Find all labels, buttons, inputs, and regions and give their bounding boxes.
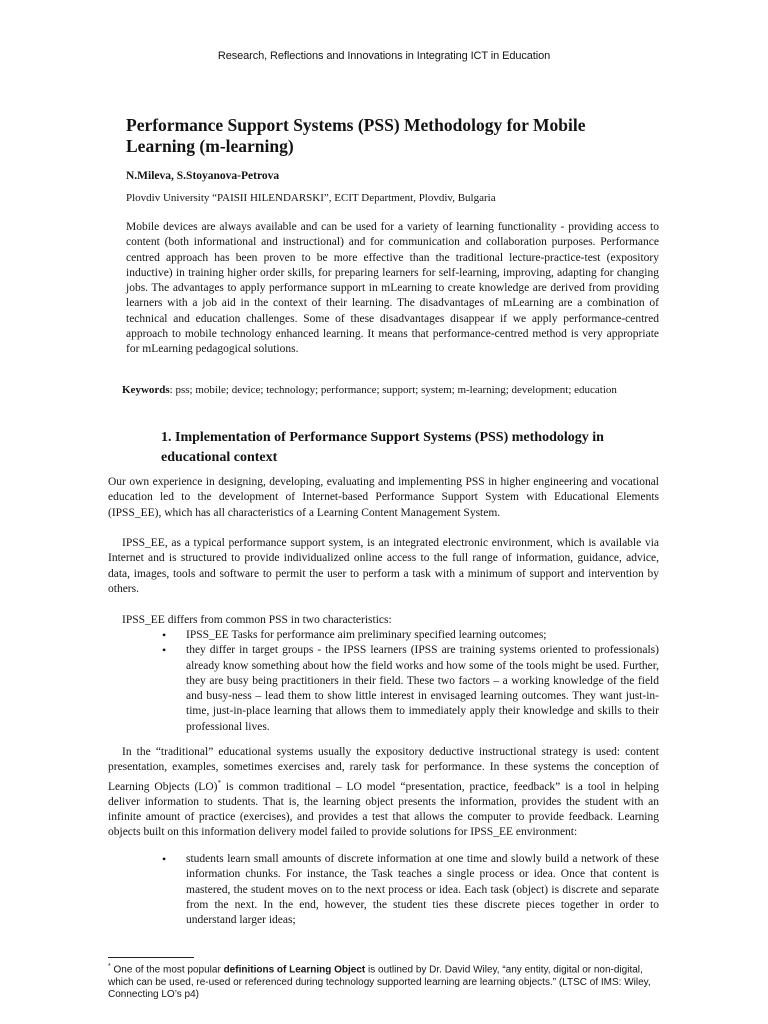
footnote-mark: * <box>108 963 111 970</box>
list-item: • students learn small amounts of discrete information at one time and slowly build a network of these information chunks. For instance, the Task teaches a single process or idea. Once that content is mastered, the student moves on to the next process or idea. Each task (object) is discrete and separate from the next. In the end, however, the student ties these discrete pieces together in order to understand larger ideas; <box>108 852 659 928</box>
section-heading: 1. Implementation of Performance Support Systems (PSS) methodology in educational context <box>161 430 604 465</box>
footnote-divider <box>108 957 194 958</box>
paper-title: Performance Support Systems (PSS) Methodology for Mobile Learning (m-learning) <box>126 115 586 156</box>
authors: N.Mileva, S.Stoyanova-Petrova <box>126 170 280 182</box>
paragraph-4-text-b: is common traditional – LO model “presentation, practice, feedback” is a tool in helping deliver information to students. That is, the learning object presents the information, provides the student with an infinite amount of practice (exercises), and provides a test that allows the computer to provide feedback. Learning objects built on this information delivery model failed to provide solutions for IPSS_EE environment: <box>108 780 659 839</box>
paragraph-4-text-a: In the “traditional” educational systems usually the expository deductive instructional strategy is used: content presentation, examples, sometimes exercises and, rarely task for performance. In these systems the conception of Learning Objects (LO) <box>108 746 659 793</box>
footnote-term: definitions of Learning Object <box>223 964 366 976</box>
footnote <box>108 961 664 1002</box>
paragraph-4 <box>108 745 659 841</box>
footnote-ref: * <box>217 778 221 787</box>
paragraph-1: Our own experience in designing, developing, evaluating and implementing PSS in higher engineering and vocational education led to the development of Internet-based Performance Support System with Educational Elements (IPSS_EE), which has all characteristics of a Learning Content Management System. <box>108 476 659 519</box>
bullet-list-1 <box>108 628 659 735</box>
abstract: Mobile devices are always available and can be used for a variety of learning functionality - providing access to content (both informational and instructional) and for communication and collaboration purposes. Performance centred approach has been proven to be more effective than the traditional lecture-practice-test (expository inductive) in training higher order skills, for preparing learners for self-learning, improving, adapting for changing jobs. The advantages to apply performance support in mLearning to create knowledge are derived from providing learners with a job aid in the context of their learning. The disadvantages of mLearning are a combination of technical and education challenges. Some of these disadvantages disappear if we apply performance-centred approach to mobile technology enhanced learning. It means that performance-centred method is very appropriate for mLearning pedagogical solutions. <box>126 221 659 356</box>
keywords-label: Keywords <box>122 384 170 396</box>
list-item: • they differ in target groups - the IPSS learners (IPSS are training systems oriented to professionals) already know something about how the field works and how some of the tools might be used. Further, they are busy being practitioners in their field. These two factors – a working knowledge of the field and busy-ness – lead them to show little interest in envisaged learning outcomes. They want just-in-time, just-in-place learning that allows them to immediately apply their knowledge and skills to their professional lives. <box>108 643 659 735</box>
footnote-text-a: One of the most popular <box>110 964 224 976</box>
running-header: Research, Reflections and Innovations in Integrating ICT in Education <box>217 50 551 62</box>
affiliation: Plovdiv University “PAISII HILENDARSKI”, ECIT Department, Plovdiv, Bulgaria <box>126 192 496 204</box>
paragraph-3: IPSS_EE differs from common PSS in two characteristics: <box>122 614 392 626</box>
paragraph-2: IPSS_EE, as a typical performance support system, is an integrated electronic environment, which is available via Internet and is structured to provide individualized online access to the full range of information, guidance, advice, data, images, tools and software to permit the user to perform a task with a minimum of support and intervention by others. <box>108 537 659 595</box>
keywords <box>122 384 682 396</box>
footnote-text-b: is outlined by Dr. David Wiley, “any entity, digital or non-digital, which can be used, re-used or referenced during technology supported learning are learning objects.” (LTSC of IMS: Wiley, Connecting LO’s p4) <box>108 964 651 1001</box>
list-item: • IPSS_EE Tasks for performance aim preliminary specified learning outcomes; <box>108 628 659 643</box>
bullet-list-2 <box>108 852 659 928</box>
keywords-list: : pss; mobile; device; technology; performance; support; system; m-learning; development; education <box>169 384 617 396</box>
